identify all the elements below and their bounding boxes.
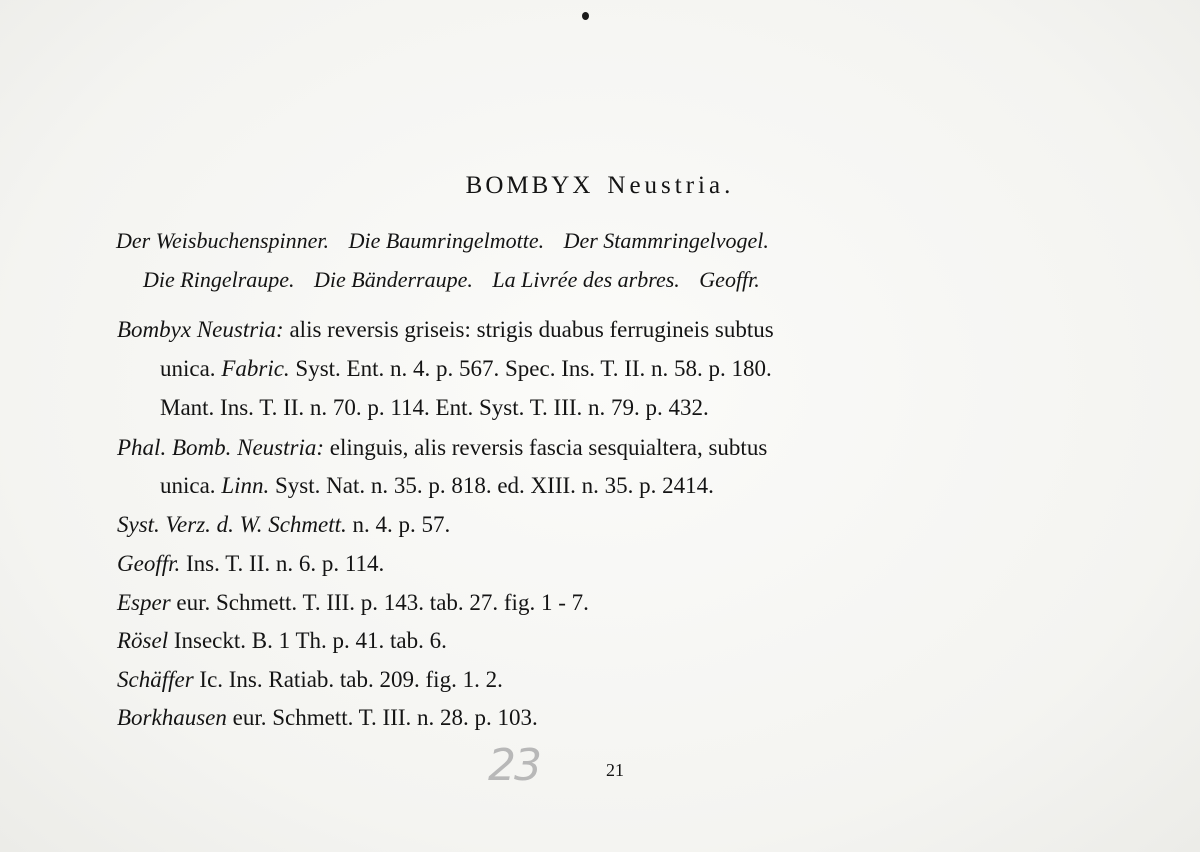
reference-author: Fabric.: [221, 356, 290, 381]
reference-author: Geoffr.: [117, 551, 181, 576]
genus-name: BOMBYX: [465, 172, 594, 199]
reference-text: unica.: [160, 356, 222, 381]
reference-author: Syst. Verz. d. W. Schmett.: [117, 512, 347, 537]
reference-text: alis reversis griseis: strigis duabus ferrugineis subtus: [283, 317, 774, 342]
common-names-line-2: [143, 269, 760, 291]
reference-author: Linn.: [221, 473, 270, 498]
reference-text: Ic. Ins. Ratiab. tab. 209. fig. 1. 2.: [193, 667, 503, 692]
page-title: [0, 172, 1200, 200]
reference-line: [160, 357, 772, 381]
common-name: Der Stammringelvogel.: [563, 228, 769, 253]
handwritten-pencil-note: 23: [488, 740, 540, 791]
reference-text: Inseckt. B. 1 Th. p. 41. tab. 6.: [168, 628, 447, 653]
reference-line: [160, 474, 714, 498]
reference-text: Ins. T. II. n. 6. p. 114.: [180, 551, 385, 576]
common-name: La Livrée des arbres.: [492, 267, 680, 292]
reference-text: Mant. Ins. T. II. n. 70. p. 114. Ent. Syst. T. III. n. 79. p. 432.: [160, 395, 709, 420]
common-name: Die Ringelraupe.: [143, 267, 295, 292]
reference-line: [117, 513, 450, 537]
reference-line: [117, 668, 503, 692]
reference-author: Schäffer: [117, 667, 194, 692]
common-name: Die Baumringelmotte.: [348, 228, 545, 253]
page-number: 21: [606, 760, 624, 780]
reference-line: [117, 591, 589, 615]
reference-line: [117, 436, 767, 460]
reference-line: [117, 318, 774, 342]
reference-line: [117, 706, 538, 730]
reference-line: [160, 396, 709, 419]
reference-text: elinguis, alis reversis fascia sesquialtera, subtus: [324, 435, 768, 460]
reference-text: eur. Schmett. T. III. p. 143. tab. 27. fig. 1 - 7.: [170, 590, 589, 615]
reference-author: Phal. Bomb. Neustria:: [117, 435, 324, 460]
species-name: Neustria.: [607, 172, 735, 199]
ink-speck: [582, 12, 589, 20]
reference-text: eur. Schmett. T. III. n. 28. p. 103.: [226, 705, 538, 730]
reference-author: Rösel: [117, 628, 169, 653]
common-name: Geoffr.: [699, 267, 760, 292]
reference-author: Esper: [117, 590, 171, 615]
reference-text: n. 4. p. 57.: [346, 512, 451, 537]
reference-text: unica.: [160, 473, 222, 498]
reference-text: Syst. Nat. n. 35. p. 818. ed. XIII. n. 35. p. 2414.: [269, 473, 714, 498]
reference-author: Bombyx Neustria:: [117, 317, 284, 342]
common-name: Die Bänderraupe.: [314, 267, 473, 292]
common-name: Der Weisbuchenspinner.: [116, 228, 330, 253]
common-names-line-1: [116, 230, 769, 252]
reference-author: Borkhausen: [117, 705, 227, 730]
reference-text: Syst. Ent. n. 4. p. 567. Spec. Ins. T. II. n. 58. p. 180.: [289, 356, 772, 381]
reference-line: [117, 629, 447, 653]
reference-line: [117, 552, 384, 576]
